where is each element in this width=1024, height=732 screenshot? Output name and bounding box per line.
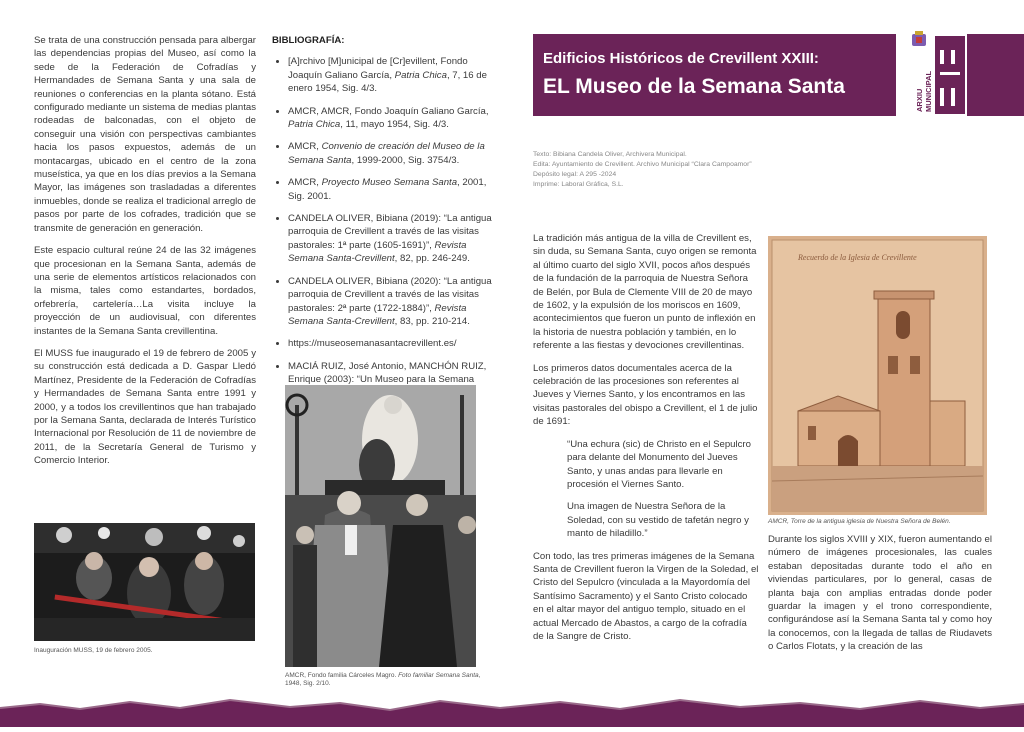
main-paragraph-2: Los primeros datos documentales acerca de la celebración de las procesiones son referentes al Jueves y Viernes Santo, y los encontramos en las visitas pastorales del obispo a Crevillent, el 1 de julio de 1691: (533, 362, 758, 428)
inauguration-caption: Inauguración MUSS, 19 de febrero 2005. (34, 647, 153, 654)
credit-line: Texto: Bibiana Candela Oliver, Archivera Municipal. (533, 151, 687, 158)
intro-paragraph-1: Se trata de una construcción pensada para albergar las dependencias propias del Museo, así como la sede de la Federación de Cofradías y Hermandades de Semana Santa y una sala de reuniones o conferencias en la planta sótano. Está configurado mediante un sistema de medias plantas rodeadas de balconadas, con el objeto de conseguir una visión con perspectivas cambiantes hacia los pasos expuestos, además de un montacargas, ubicado en el centro de la zona museística, ya que en los días previos a la Semana Mayor, las imágenes son trasladadas a diferentes inmuebles, donde se realiza el tradicional arreglo de pasos por parte de los cofrades, tradición que se transmite de generación en generación. (34, 35, 256, 234)
right-column (768, 533, 992, 663)
bibliography-item: • [A]rchivo [M]unicipal de [Cr]evillent, Fondo Joaquín Galiano García, Patria Chica, 7, 16 de enero 1954, Sig. 4/3. (288, 55, 496, 95)
svg-text:ARXIU: ARXIU (915, 88, 924, 112)
credit-line: Depósito legal: A 295 -2024 (533, 171, 617, 178)
main-paragraph-3: Con todo, las tres primeras imágenes de la Semana Santa de Crevillent fueron la Virgen de la Soledad, el Cristo del Sepulcro (vinculada a la Mayordomía del Santísimo Sacramento) y el Santo Cristo colocado en el altar mayor del antiguo templo, situado en el actual Mercado de Abastos, a cargo de la cofradía de la Sangre de Cristo. (533, 550, 759, 642)
bibliography-link[interactable]: • https://museosemanasantacrevillent.es/ (288, 337, 496, 350)
intro-paragraph-3: El MUSS fue inaugurado el 19 de febrero de 2005 y su construcción está dedicada a D. Gaspar Lledó Martínez, Presidente de la Federación de Cofradías y Hermandades de Semana Santa entre 1991 y 2000, y a todos los crevillentinos que han trabajado por la Semana Santa, declarada de Interés Turístico Internacional por Resolución de 11 de noviembre de 2011, de la Secretaría General de Turismo y Comercio Interior. (34, 347, 256, 467)
bibliography (272, 34, 496, 422)
banner-title: EL Museo de la Semana Santa (543, 75, 845, 98)
title-banner (533, 34, 896, 116)
banner-subtitle: Edificios Históricos de Crevillent XXIII: (543, 50, 819, 67)
drawing-caption: AMCR, Torre de la antigua iglesia de Nuestra Señora de Belén. (768, 518, 951, 525)
bibliography-item: • AMCR, AMCR, Fondo Joaquín Galiano García, Patria Chica, 11, mayo 1954, Sig. 4/3. (288, 105, 496, 132)
inauguration-photo (34, 523, 255, 641)
torn-bottom-edge (0, 678, 1024, 727)
main-paragraph-1: La tradición más antigua de la villa de Crevillent es, sin duda, su Semana Santa, cuyo origen se remonta al último cuarto del siglo XVII, pocos años después de la fundación de la parroquia de Nuestra Señora de Belén, por Bula de Clemente VIII de 20 de mayo de 1602, y la expulsión de los moriscos en 1609, acontecimientos que fueron un punto de inflexión en la historia de nuestra población y también, en lo referente a las fiestas y devociones crevillentinas. (533, 233, 757, 352)
bibliography-item: • MACIÁ RUIZ, José Antonio, MANCHÓN RUIZ, Enrique (2003): “Un Museo para la Semana (288, 360, 496, 414)
drawing-label: Recuerdo de la Iglesia de Crevillente (798, 253, 917, 262)
procession-photo (285, 385, 476, 667)
bibliography-list (272, 55, 496, 413)
bibliography-item: • AMCR, Proyecto Museo Semana Santa, 2001, Sig. 2001. (288, 176, 496, 203)
church-tower-drawing (768, 236, 987, 515)
svg-text:MUNICIPAL: MUNICIPAL (924, 70, 933, 112)
quote-2: Una imagen de Nuestra Señora de la Soledad, con su vestido de tafetán negro y manto de hiladillo.” (567, 501, 749, 540)
right-paragraph-1: Durante los siglos XVIII y XIX, fueron aumentando el número de imágenes procesionales, las cuales estaban depositadas durante todo el año en viviendas particulares, por lo general, casas de planta baja con amplias entradas donde poder guardar la imagen y el trono correspondiente, configurándose así la Semana Santa tal y como hoy la conocemos, con la llegada de tallas de Riudavets o Carlos Flotats, y la creación de las (768, 534, 992, 653)
credit-line: Edita: Ayuntamiento de Crevillent. Archivo Municipal “Clara Campoamor” (533, 161, 752, 168)
bibliography-item: • CANDELA OLIVER, Bibiana (2019): “La antigua parroquia de Crevillent a través de las visitas pastorales: 1ª parte (1605-1691)”, Revista Semana Santa-Crevillent, 82, pp. 246-249. (288, 212, 496, 266)
quote-1: “Una echura (sic) de Christo en el Sepulcro para delante del Monumento del Jueves Santo, y unas andas para llevarle en procesión el Viernes Santo. (567, 438, 751, 490)
coat-of-arms-icon (912, 31, 926, 46)
bibliography-item: • AMCR, Convenio de creación del Museo de la Semana Santa, 1999-2000, Sig. 3754/3. (288, 140, 496, 167)
credit-line: Imprime: Laboral Gráfica, S.L. (533, 181, 624, 188)
bibliography-item: • CANDELA OLIVER, Bibiana (2020): “La antigua parroquia de Crevillent a través de las visitas pastorales: 2ª parte (1722-1884)”, Revista Semana Santa-Crevillent, 83, pp. 210-214. (288, 275, 496, 329)
main-text (533, 232, 759, 652)
arxiu-municipal-logo (905, 30, 967, 116)
banner-end-strip (967, 34, 1024, 116)
credits (533, 150, 833, 190)
bibliography-heading: BIBLIOGRAFÍA: (272, 35, 345, 46)
left-column (34, 34, 256, 477)
procession-caption: AMCR, Fondo familia Cárceles Magro. Foto familiar Semana Santa, 1948, Sig. 2/10. (285, 672, 481, 687)
intro-paragraph-2: Este espacio cultural reúne 24 de las 32 imágenes que procesionan en la Semana Santa, además de una serie de elementos artísticos relacionados con la misma, tales como estandartes, bordados, orfebrería, cartelería…La visita incluye la proyección de un audiovisual, con diferentes instantes de la Semana Santa crevillentina. (34, 245, 256, 337)
